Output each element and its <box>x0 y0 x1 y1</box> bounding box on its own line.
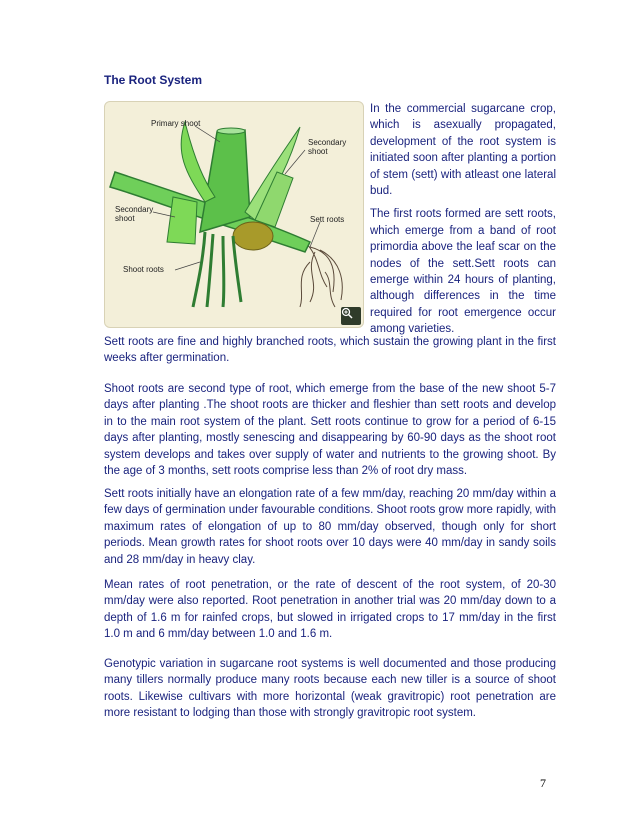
magnifier-plus-icon <box>341 307 353 319</box>
paragraph-shoot-roots: Shoot roots are second type of root, which emerge from the base of the new shoot 5-7 days after planting .The shoot roots are thicker and fleshier than sett roots and develop in to the main root system of the plant. Sett roots continue to grow for a period of 6-15 days after planting, mostly senescing and disappearing by 60-90 days as the shoot root system develops and takes over supply of water and nutrients to the growing shoot. By the age of 3 months, sett roots comprise less than 2% of root dry mass. <box>104 383 556 478</box>
zoom-button[interactable] <box>341 307 361 325</box>
paragraph-sett-roots: Sett roots are fine and highly branched roots, which sustain the growing plant in the first weeks after germination. <box>104 336 556 365</box>
label-shoot-roots: Shoot roots <box>123 265 164 274</box>
label-sett-roots: Sett roots <box>310 215 345 224</box>
side-paragraph: In the commercial sugarcane crop, which is asexually propagated, development of the root system is initiated soon after planting a portion of stem (sett) with atleast one lateral bud. <box>370 103 556 198</box>
page-number: 7 <box>540 776 546 790</box>
paragraph-genotypic: Genotypic variation in sugarcane root systems is well documented and those producing many tillers normally produce many roots because each new tiller is a source of shoot roots. Likewise cultivars with more horizontal (weak gravitropic) root penetration are more resistant to lodging than those with strongly gravitropic root system. <box>104 658 556 720</box>
root-system-illustration <box>104 101 364 328</box>
paragraph-elongation: Sett roots initially have an elongation rate of a few mm/day, reaching 20 mm/day within a few days of germination under favourable conditions. Shoot roots grow more rapidly, with maximum rates of elongation of up to 80 mm/day observed, though only for short periods. Mean growth rates for shoot roots over 10 days were 40 mm/day in sandy soils and 28 mm/day in heavy clay. <box>104 488 556 566</box>
side-paragraph: The first roots formed are sett roots, which emerge from a band of root primordia above the leaf scar on the nodes of the sett.Sett roots can emerge within 24 hours of planting, although differences in the time required for root emergence occur among varieties. <box>370 208 556 336</box>
side-column <box>370 101 556 345</box>
label-primary-shoot: Primary shoot <box>151 119 201 128</box>
shoot-roots-drawing <box>193 232 241 307</box>
label-secondary-shoot-right: Secondary shoot <box>308 138 347 156</box>
label-secondary-shoot-left: Secondary shoot <box>115 205 154 223</box>
sett-roots-drawing <box>300 242 342 307</box>
section-heading: The Root System <box>104 73 203 87</box>
paragraph-penetration: Mean rates of root penetration, or the rate of descent of the root system, of 20-30 mm/day were also reported. Root penetration in another trial was 20 mm/day down to a depth of 1.6 m for rainfed crops, but slowed in irrigated crops to 17 mm/day in the first 1.0 m and 6 mm/day between 1.0 and 1.6 m. <box>104 579 556 641</box>
